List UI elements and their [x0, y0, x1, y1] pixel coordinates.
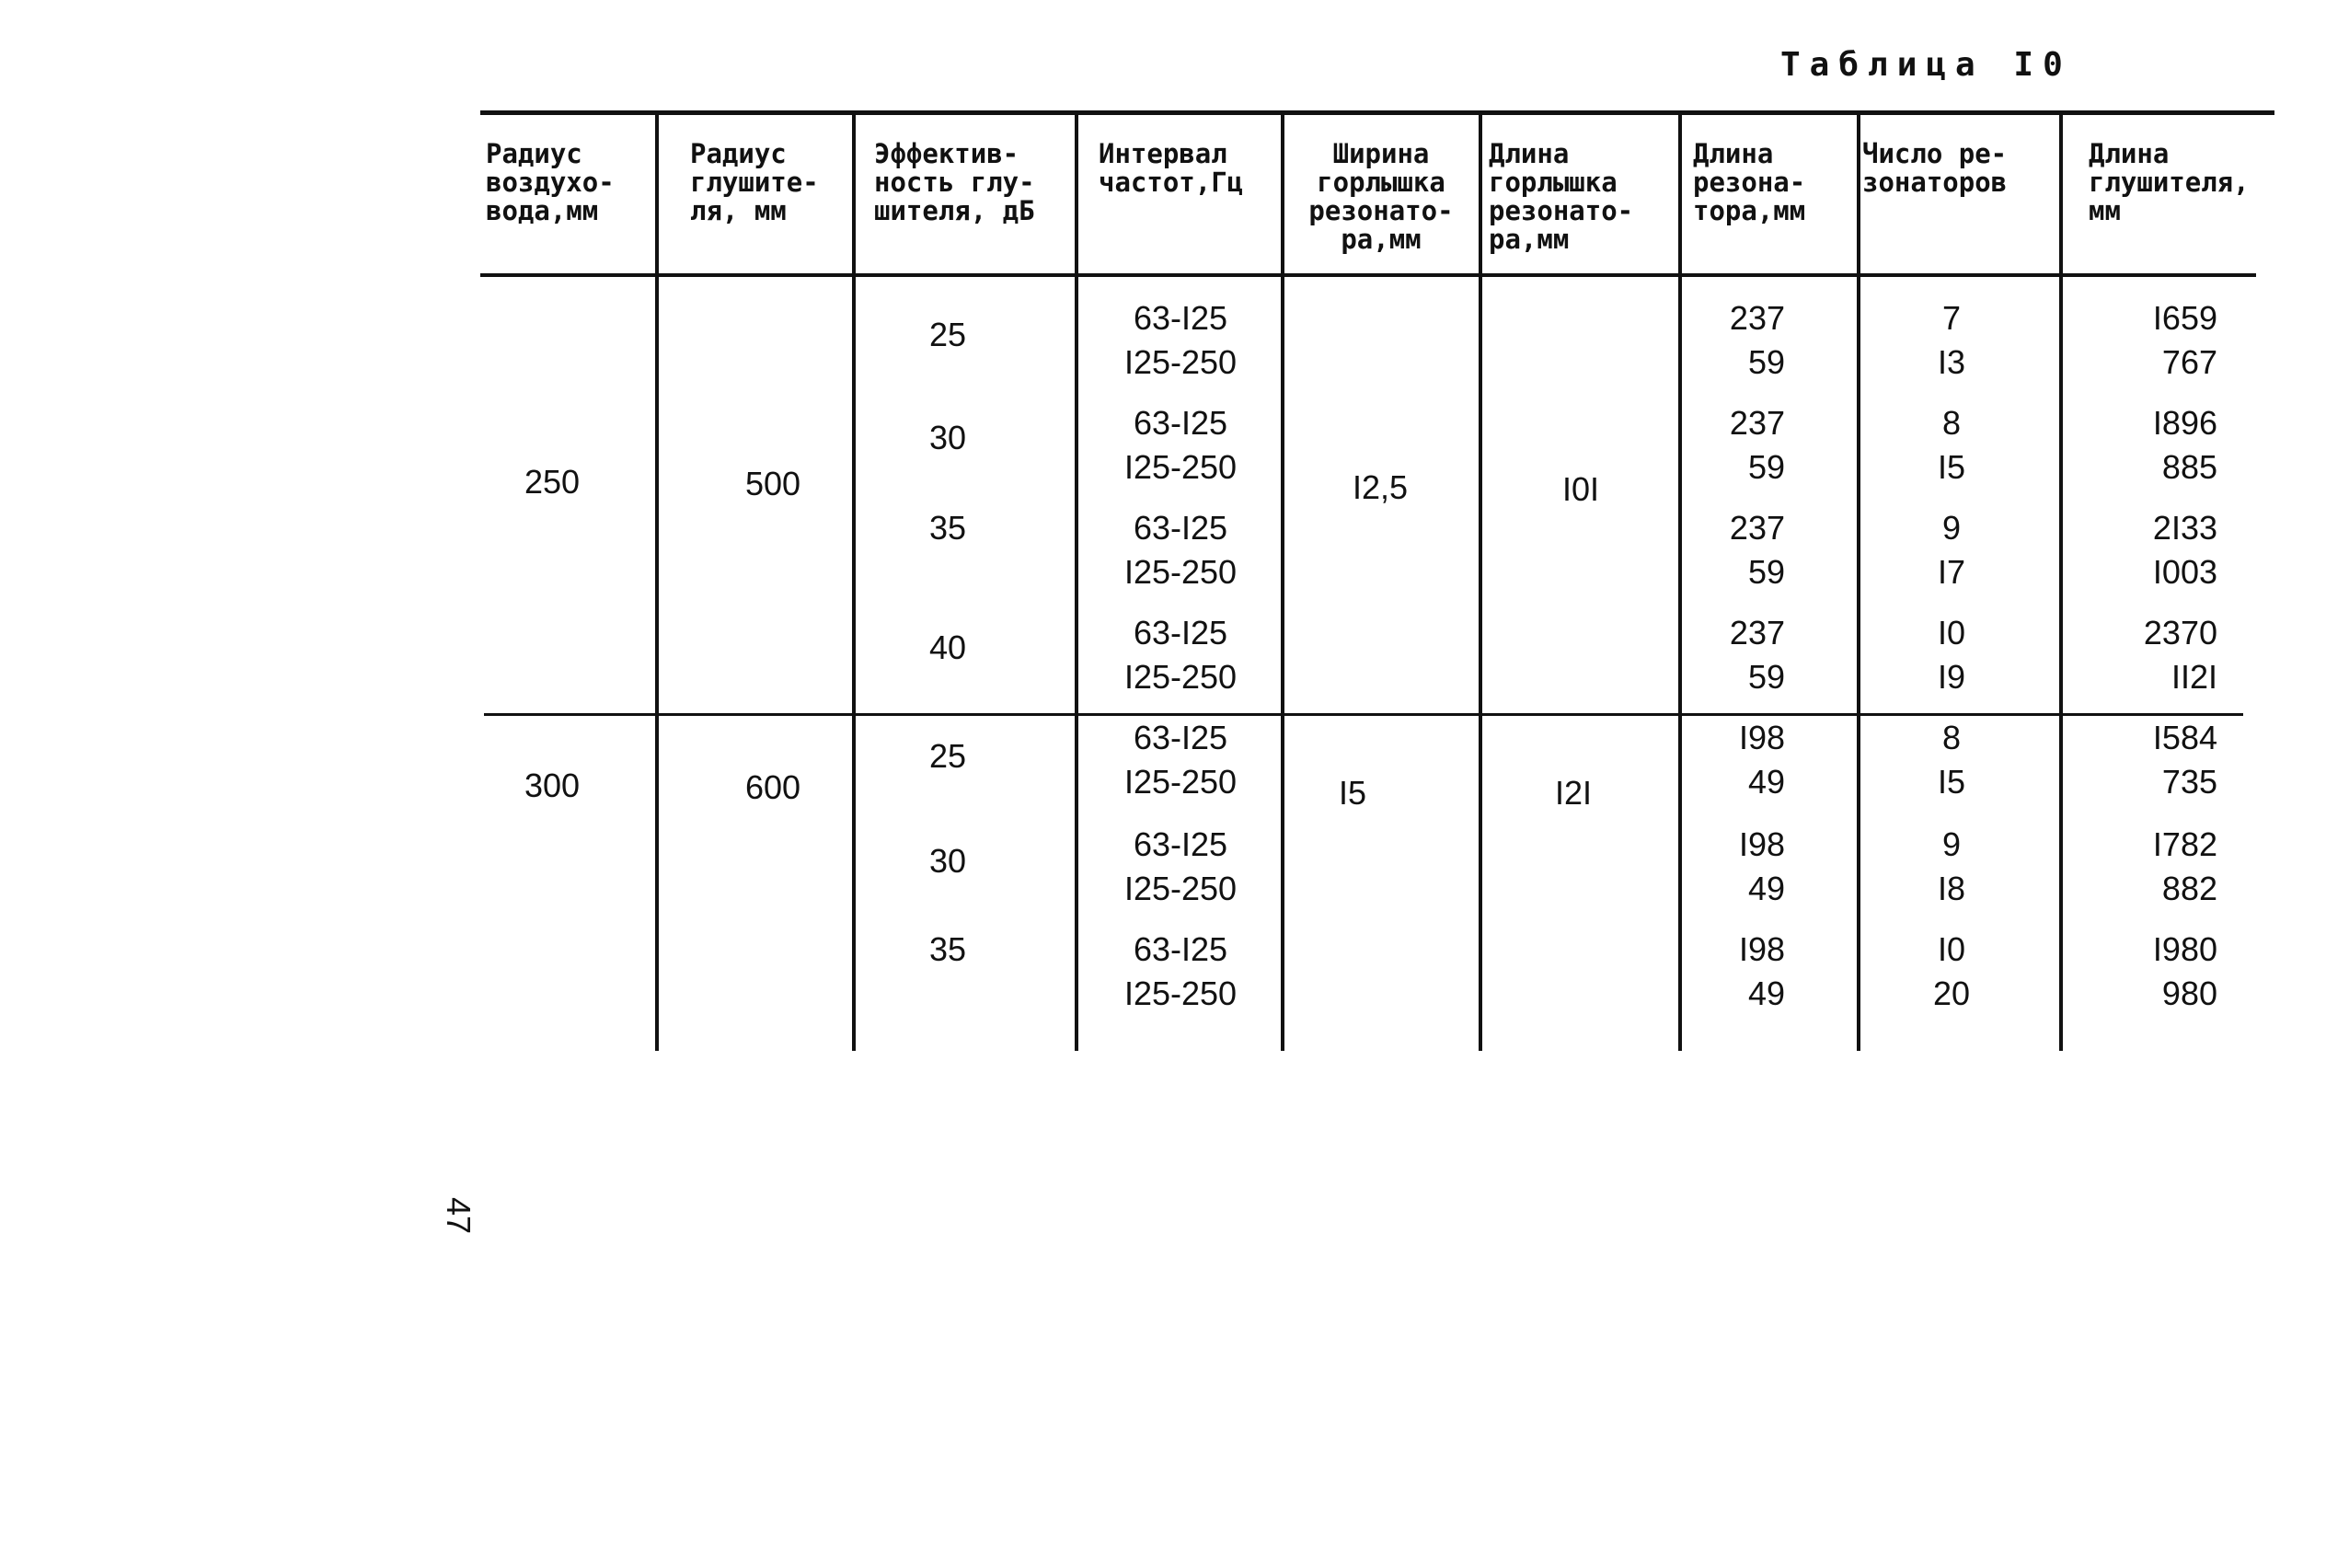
- resonator-length-pair: 237 59: [1729, 404, 1785, 486]
- neck-length-value: I2I: [1554, 774, 1593, 812]
- silencer-length-pair: I584 735: [2152, 719, 2217, 801]
- header-silencer-length: Длина глушителя, мм: [2089, 138, 2250, 226]
- column-divider: [1479, 112, 1482, 1051]
- column-divider: [2059, 112, 2063, 1051]
- resonator-length-pair: 237 59: [1729, 614, 1785, 696]
- frequency-interval-pair: 63-I25 I25-250: [1123, 614, 1238, 696]
- frequency-interval-pair: 63-I25 I25-250: [1123, 509, 1238, 591]
- duct-radius-value: 250: [524, 463, 581, 501]
- silencer-length-pair: 2I33 I003: [2152, 509, 2217, 591]
- frequency-interval-pair: 63-I25 I25-250: [1123, 404, 1238, 486]
- neck-length-value: I0I: [1561, 470, 1600, 508]
- header-neck-width: Ширина горлышка резонато- ра,мм: [1308, 138, 1454, 255]
- page-number: 47: [440, 1196, 478, 1235]
- header-bottom-rule: [480, 273, 2256, 277]
- resonator-count-pair: 9 I8: [1937, 825, 1966, 907]
- silencer-length-pair: I980 980: [2152, 930, 2217, 1012]
- column-divider: [1857, 112, 1860, 1051]
- resonator-count-pair: I0 20: [1932, 930, 1971, 1012]
- efficiency-value: 25: [928, 737, 967, 775]
- silencer-radius-value: 500: [744, 465, 801, 502]
- frequency-interval-pair: 63-I25 I25-250: [1123, 719, 1238, 801]
- column-divider: [1075, 112, 1078, 1051]
- efficiency-value: 30: [928, 842, 967, 880]
- silencer-length-pair: I896 885: [2152, 404, 2217, 486]
- frequency-interval-pair: 63-I25 I25-250: [1123, 299, 1238, 381]
- efficiency-value: 40: [928, 628, 967, 666]
- resonator-length-pair: I98 49: [1738, 930, 1785, 1012]
- efficiency-value: 25: [928, 316, 967, 353]
- silencer-length-pair: I782 882: [2152, 825, 2217, 907]
- resonator-count-pair: 8 I5: [1937, 719, 1966, 801]
- resonator-length-pair: 237 59: [1729, 509, 1785, 591]
- column-divider: [852, 112, 856, 1051]
- silencer-length-pair: I659 767: [2152, 299, 2217, 381]
- header-neck-length: Длина горлышка резонато- ра,мм: [1489, 138, 1634, 255]
- header-silencer-radius: Радиус глушите- ля, мм: [690, 138, 819, 226]
- resonator-length-pair: 237 59: [1729, 299, 1785, 381]
- resonator-length-pair: I98 49: [1738, 719, 1785, 801]
- table-top-rule: [480, 110, 2274, 115]
- header-duct-radius: Радиус воздухо- вода,мм: [486, 138, 615, 226]
- header-frequency-interval: Интервал частот,Гц: [1099, 138, 1244, 198]
- neck-width-value: I2,5: [1352, 468, 1409, 506]
- resonator-count-pair: 7 I3: [1937, 299, 1966, 381]
- silencer-radius-value: 600: [744, 768, 801, 806]
- column-divider: [1678, 112, 1682, 1051]
- frequency-interval-pair: 63-I25 I25-250: [1123, 930, 1238, 1012]
- neck-width-value: I5: [1338, 774, 1367, 812]
- resonator-length-pair: I98 49: [1738, 825, 1785, 907]
- resonator-count-pair: 8 I5: [1937, 404, 1966, 486]
- table-caption: Таблица I0: [1780, 46, 2072, 84]
- header-silencer-efficiency: Эффектив- ность глу- шителя, дБ: [874, 138, 1035, 226]
- frequency-interval-pair: 63-I25 I25-250: [1123, 825, 1238, 907]
- column-divider: [655, 112, 659, 1051]
- efficiency-value: 35: [928, 930, 967, 968]
- efficiency-value: 30: [928, 419, 967, 456]
- efficiency-value: 35: [928, 509, 967, 547]
- resonator-count-pair: I0 I9: [1937, 614, 1966, 696]
- duct-radius-value: 300: [524, 767, 581, 804]
- column-divider: [1281, 112, 1284, 1051]
- header-resonator-length: Длина резона- тора,мм: [1693, 138, 1806, 226]
- resonator-count-pair: 9 I7: [1937, 509, 1966, 591]
- silencer-length-pair: 2370 II2I: [2143, 614, 2217, 696]
- header-resonator-count: Число ре- зонаторов: [1862, 138, 2008, 198]
